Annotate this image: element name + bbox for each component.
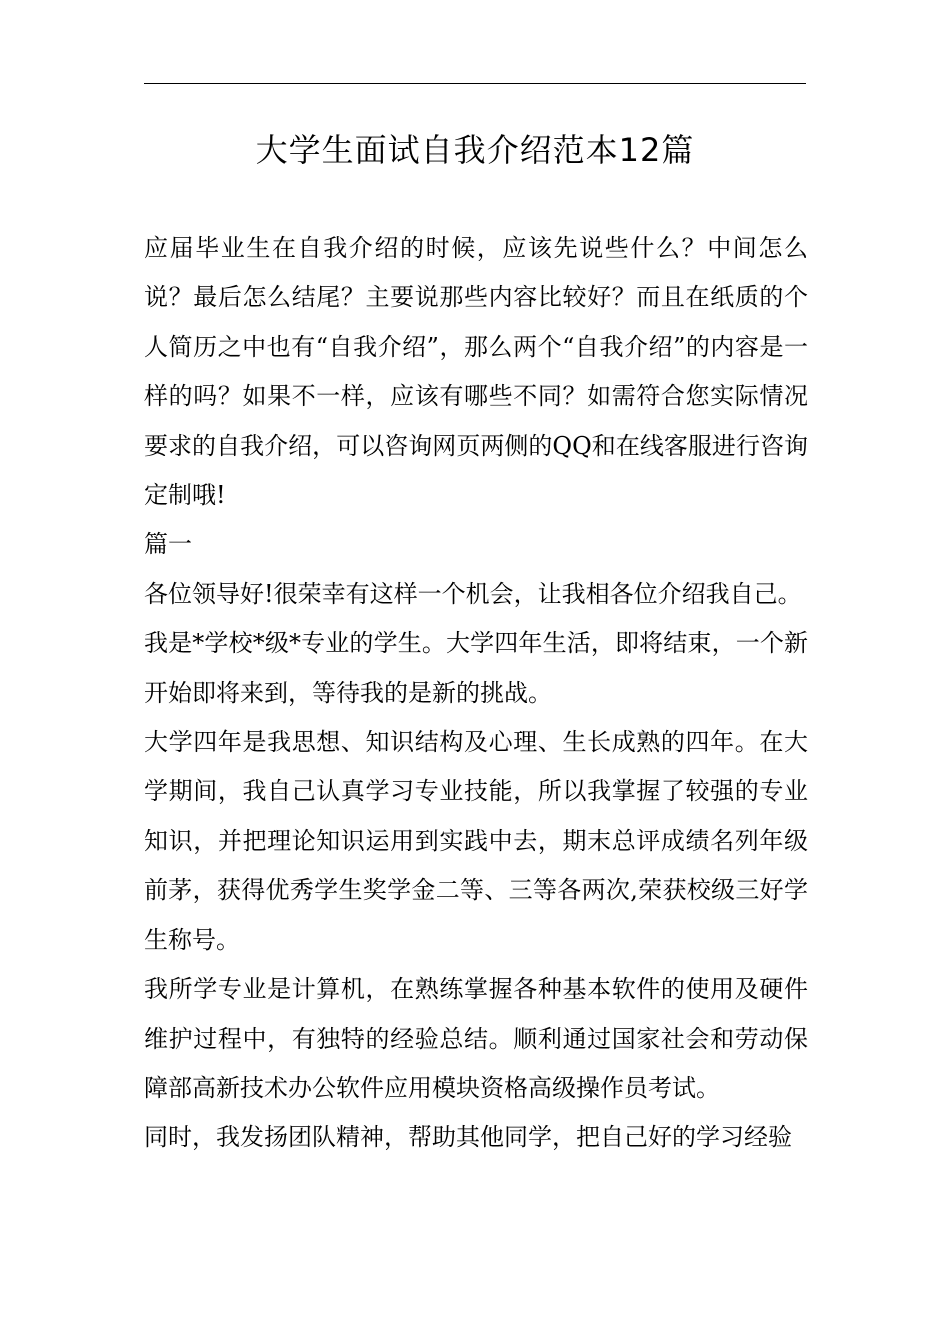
- paragraph-greeting: 各位领导好!很荣幸有这样一个机会，让我相各位介绍我自己。: [144, 579, 802, 608]
- document-body: [144, 224, 808, 1163]
- section-heading: 篇一: [144, 530, 192, 559]
- paragraph-university: 大学四年是我思想、知识结构及心理、生长成熟的四年。在大学期间，我自己认真学习专业技能，所以我掌握了较强的专业知识，并把理论知识运用到实践中去，期末总评成绩名列年级前茅，获得优秀学生奖学金二等、三等各两次,荣获校级三好学生称号。: [144, 728, 808, 954]
- paragraph-teamwork: 同时，我发扬团队精神，帮助其他同学，把自己好的学习经验: [144, 1123, 792, 1152]
- document-title: 大学生面试自我介绍范本12篇: [255, 131, 695, 169]
- paragraph-intro: 应届毕业生在自我介绍的时候，应该先说些什么？中间怎么说？最后怎么结尾？主要说那些内容比较好？而且在纸质的个人简历之中也有“自我介绍”，那么两个“自我介绍”的内容是一样的吗？如果不一样，应该有哪些不同？如需符合您实际情况要求的自我介绍，可以咨询网页两侧的QQ和在线客服进行咨询定制哦!: [144, 234, 808, 510]
- paragraph-identity: 我是*学校*级*专业的学生。大学四年生活，即将结束，一个新开始即将来到，等待我的是新的挑战。: [144, 629, 808, 707]
- header-rule: [144, 83, 806, 84]
- paragraph-major: 我所学专业是计算机，在熟练掌握各种基本软件的使用及硬件维护过程中，有独特的经验总结。顺利通过国家社会和劳动保障部高新技术办公软件应用模块资格高级操作员考试。: [144, 975, 808, 1102]
